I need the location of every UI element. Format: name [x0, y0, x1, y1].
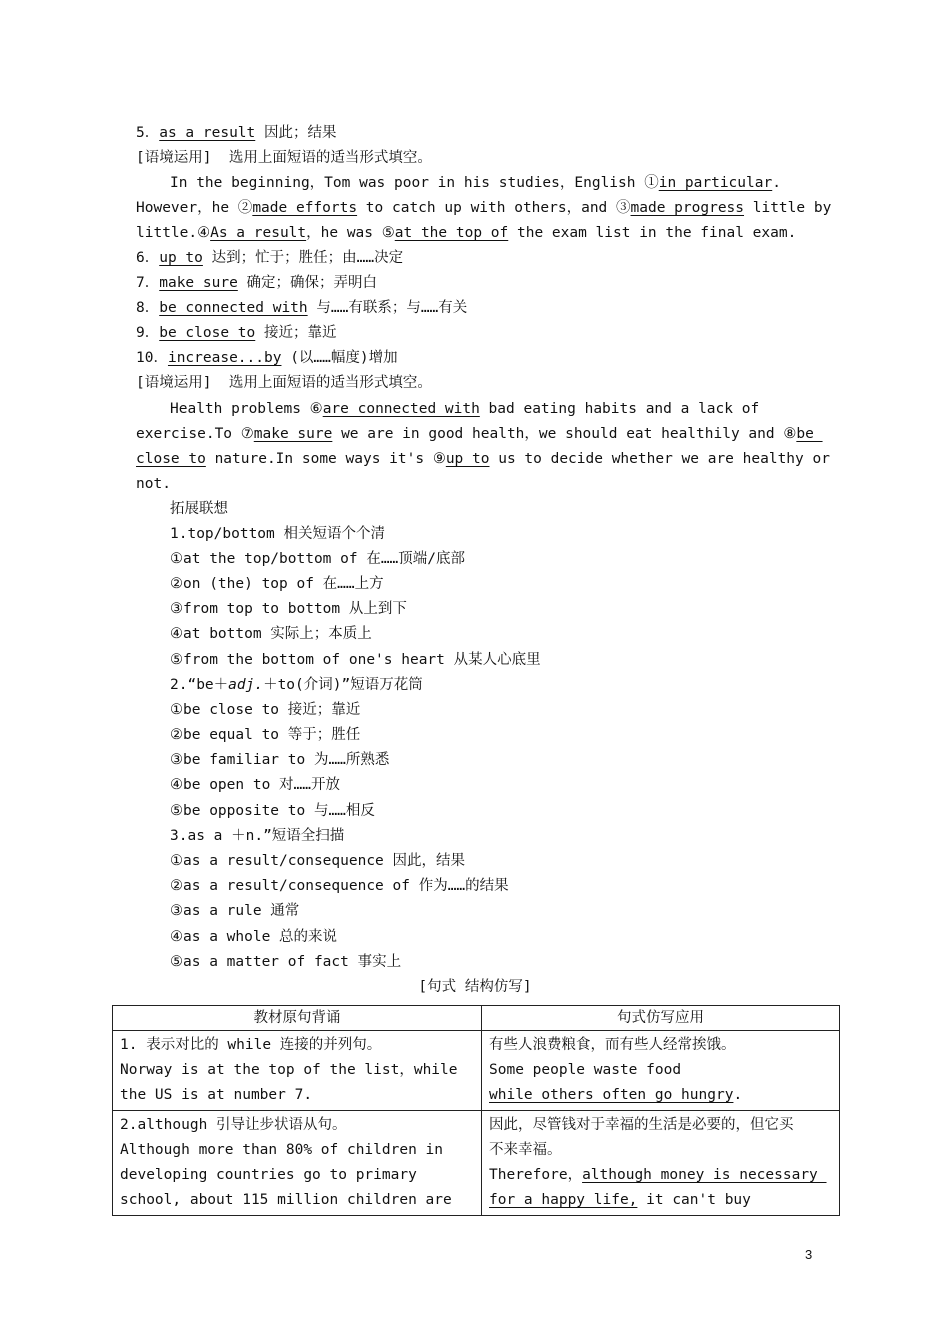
group-1-item: ⑤from the bottom of one's heart 从某人心底里 — [170, 652, 541, 668]
passage-b-line-4: not. — [136, 476, 171, 492]
group-2-item: ③be familiar to 为……所熟悉 — [170, 752, 390, 768]
phrase-item-6: 6．up to 达到；忙于；胜任；由……决定 — [136, 250, 404, 266]
passage-b-line-1: Health problems ⑥are connected with bad eating habits and a lack of — [170, 401, 760, 417]
page-number: 3 — [805, 1247, 813, 1262]
group-2-item: ①be close to 接近；靠近 — [170, 702, 361, 718]
imitation-cell: 有些人浪费粮食，而有些人经常挨饿。 Some people waste food while others often go hungry. — [482, 1031, 840, 1111]
table-row — [113, 1031, 840, 1111]
section-title: [句式 结构仿写] — [418, 979, 532, 995]
group-2-item: ②be equal to 等于；胜任 — [170, 727, 361, 743]
group-2-item: ④be open to 对……开放 — [170, 777, 340, 793]
sentence-table — [112, 1005, 840, 1216]
group-3-item: ①as a result/consequence 因此，结果 — [170, 853, 466, 869]
phrase-item-5: 5．as a result 因此；结果 — [136, 125, 337, 141]
group-3-title: 3.as a ＋n.”短语全扫描 — [170, 828, 345, 844]
group-1-item: ③from top to bottom 从上到下 — [170, 601, 407, 617]
passage-b-line-3: close to nature.In some ways it's ⑨up to us to decide whether we are healthy or — [136, 451, 830, 467]
group-2-title: 2.“be＋adj.＋to(介词)”短语万花筒 — [170, 677, 423, 693]
group-2-item: ⑤be opposite to 与……相反 — [170, 803, 375, 819]
phrase-item-10: 10．increase...by (以……幅度)增加 — [136, 350, 398, 366]
original-sentence-cell: 1. 表示对比的 while 连接的并列句。 Norway is at the top of the list，while the US is at number 7. — [113, 1031, 482, 1111]
group-1-item: ②on (the) top of 在……上方 — [170, 576, 384, 592]
group-1-item: ①at the top/bottom of 在……顶端/底部 — [170, 551, 466, 567]
phrase-item-9: 9．be close to 接近；靠近 — [136, 325, 337, 341]
column-header-left: 教材原句背诵 — [113, 1006, 482, 1031]
original-sentence-cell: 2.although 引导让步状语从句。 Although more than 80% of children in developing countries go to primary school, about 115 million children are — [113, 1111, 482, 1216]
phrase-item-7: 7．make sure 确定；确保；弄明白 — [136, 275, 378, 291]
passage-b-line-2: exercise.To ⑦make sure we are in good health，we should eat healthily and ⑧be — [136, 426, 823, 442]
column-header-right: 句式仿写应用 — [482, 1006, 840, 1031]
group-3-item: ④as a whole 总的来说 — [170, 929, 338, 945]
table-row — [113, 1111, 840, 1216]
context-label: [语境运用] 选用上面短语的适当形式填空。 — [136, 150, 432, 166]
group-3-item: ③as a rule 通常 — [170, 903, 300, 919]
expansion-heading: 拓展联想 — [170, 501, 228, 517]
phrase-item-8: 8．be connected with 与……有联系；与……有关 — [136, 300, 468, 316]
table-header-row — [113, 1006, 840, 1031]
context-label: [语境运用] 选用上面短语的适当形式填空。 — [136, 375, 432, 391]
passage-a-line-3: little.④As a result，he was ⑤at the top of the exam list in the final exam. — [136, 225, 797, 241]
passage-a-line-1: In the beginning，Tom was poor in his studies，English ①in particular. — [170, 175, 781, 191]
imitation-cell: 因此，尽管钱对于幸福的生活是必要的，但它买 不来幸福。 Therefore，although money is necessary for a happy life, it can't buy — [482, 1111, 840, 1216]
group-1-item: ④at bottom 实际上；本质上 — [170, 626, 372, 642]
group-1-title: 1.top/bottom 相关短语个个清 — [170, 526, 385, 542]
group-3-item: ⑤as a matter of fact 事实上 — [170, 954, 402, 970]
group-3-item: ②as a result/consequence of 作为……的结果 — [170, 878, 509, 894]
passage-a-line-2: However，he ②made efforts to catch up with others，and ③made progress little by — [136, 200, 832, 216]
